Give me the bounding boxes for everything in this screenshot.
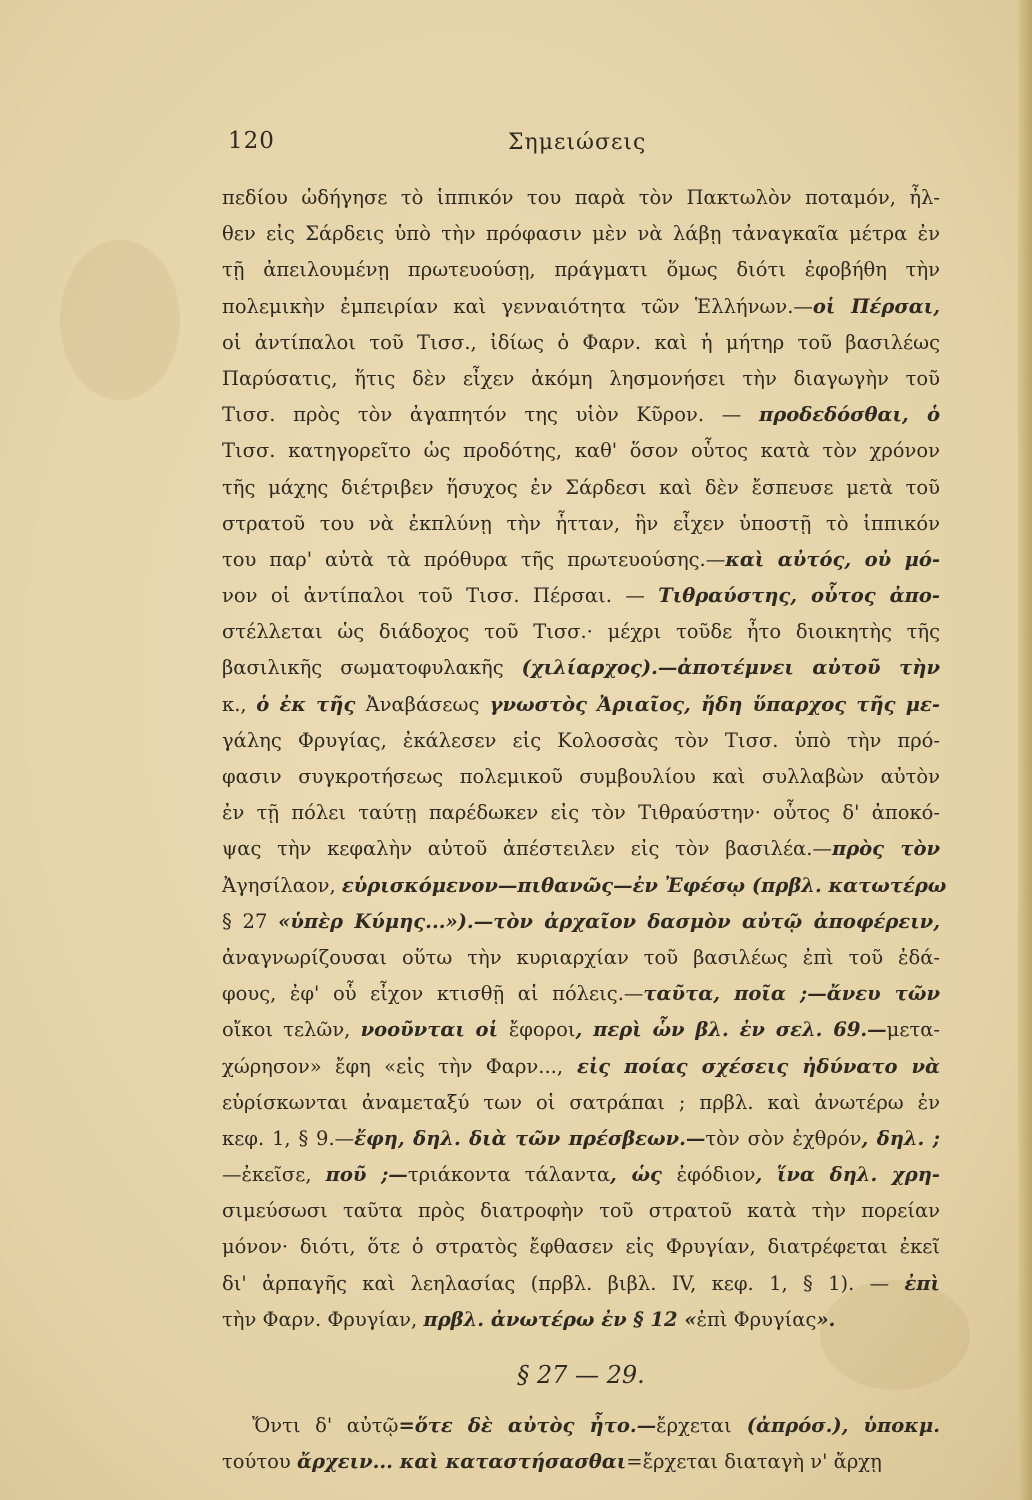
text-line [222, 723, 940, 759]
lemma-bold-italic: , ὡς [610, 1163, 677, 1187]
text-line [222, 1193, 940, 1229]
text-plain: Ἀναβάσεως [365, 692, 480, 716]
paragraph-notes [222, 180, 947, 1338]
page-body [222, 180, 947, 1480]
text-plain: ψας τὴν κεφαλὴν αὐτοῦ ἀπέστειλεν εἰς τὸν βασιλέα.— [222, 837, 832, 861]
text-line [222, 252, 940, 288]
lemma-bold-italic: γνωστὸς Ἀριαῖος, ἤδη ὕπαρχος τῆς με- [479, 692, 940, 716]
text-plain: μόνον· διότι, ὅτε ὁ στρατὸς ἔφθασεν εἰς Φρυγίαν, διατρέφεται ἐκεῖ [222, 1235, 940, 1259]
text-line [222, 1302, 940, 1338]
running-head: Σημειώσεις [508, 130, 647, 155]
text-plain: —ἐκεῖσε, [222, 1163, 326, 1187]
text-line [222, 940, 940, 976]
text-line [222, 397, 940, 433]
lemma-bold-italic: εἰς ποίας σχέσεις ἠδύνατο νὰ [563, 1054, 940, 1078]
text-plain: σιμεύσωσι ταῦτα πρὸς διατροφὴν τοῦ στρατοῦ κατὰ τὴν πορείαν [222, 1199, 940, 1223]
lemma-bold-italic: καὶ αὐτός, οὐ μό- [725, 547, 940, 571]
page-number: 120 [228, 128, 275, 154]
text-line [222, 614, 940, 650]
paragraph-notes-continued [222, 1408, 940, 1480]
text-line [222, 578, 940, 614]
text-line [222, 904, 940, 940]
text-plain: Ὄντι δ' αὐτῷ [252, 1414, 399, 1437]
text-line [222, 433, 940, 469]
page-header [0, 128, 1032, 168]
lemma-bold-italic: ἐπὶ [904, 1271, 940, 1295]
text-plain: τῆς μάχης διέτριβεν ἥσυχος ἐν Σάρδεσι καὶ δὲν ἔσπευσε μετὰ τοῦ [222, 475, 940, 499]
text-plain: τὸν σὸν ἐχθρόν [705, 1126, 862, 1150]
text-plain: Τισσ. πρὸς τὸν ἀγαπητόν της υἱὸν Κῦρον. — [222, 403, 759, 427]
lemma-bold-italic: , περὶ ὧν βλ. ἐν σελ. 69.— [575, 1018, 887, 1042]
section-heading: § 27 — 29. [517, 1361, 645, 1389]
text-plain: τῇ ἀπειλουμένῃ πρωτευούσῃ, πράγματι ὅμως διότι ἐφοβήθη τὴν [222, 258, 940, 282]
lemma-bold-italic: Τιθραύστης, οὗτος ἀπο- [658, 584, 940, 608]
text-plain: χώρησον» ἔφη «εἰς τὴν Φαρν..., [222, 1054, 564, 1078]
text-line [222, 650, 940, 686]
text-plain: ἀναγνωρίζουσαι οὕτω τὴν κυριαρχίαν τοῦ βασιλέως ἐπὶ τοῦ ἐδά- [222, 945, 940, 969]
text-plain: του παρ' αὐτὰ τὰ πρόθυρα τῆς πρωτευούσης.— [222, 547, 726, 571]
lemma-bold-italic: προδεδόσθαι, ὁ [758, 403, 941, 427]
text-line [222, 1408, 940, 1444]
paper-stain [60, 240, 180, 400]
text-plain: εὑρίσκωνται ἀναμεταξύ των οἱ σατράπαι ; πρβλ. καὶ ἀνωτέρω ἐν [222, 1090, 940, 1114]
lemma-bold-italic: ὁ ἐκ τῆς [256, 692, 366, 716]
text-plain: γάλης Φρυγίας, ἐκάλεσεν εἰς Κολοσσὰς τὸν Τισσ. ὑπὸ τὴν πρό- [222, 728, 940, 752]
text-line [222, 216, 940, 252]
text-line [222, 470, 940, 506]
text-line [222, 289, 940, 325]
text-line [222, 868, 947, 904]
text-line [222, 325, 940, 361]
text-line [222, 687, 940, 723]
text-line [222, 831, 940, 867]
text-plain: ἔρχεται [656, 1414, 732, 1437]
text-line [222, 361, 940, 397]
text-plain: πεδίου ὡδήγησε τὸ ἱππικόν του παρὰ τὸν Πακτωλὸν ποταμόν, ἦλ- [222, 186, 940, 209]
text-plain: στρατοῦ του νὰ ἐκπλύνῃ τὴν ἧτταν, ἣν εἶχεν ὑποστῇ τὸ ἱππικόν [222, 511, 940, 535]
lemma-bold-italic: ». [816, 1307, 836, 1331]
text-line [222, 1266, 940, 1302]
text-line [222, 180, 940, 216]
text-plain: Παρύσατις, ἥτις δὲν εἶχεν ἀκόμη λησμονήσει τὴν διαγωγὴν τοῦ [222, 366, 940, 390]
text-line [222, 1157, 940, 1193]
lemma-bold-italic: νοοῦνται οἱ [360, 1018, 509, 1042]
lemma-bold-italic: ταῦτα, ποῖα ;—ἄνευ τῶν [643, 982, 941, 1006]
text-plain: θεν εἰς Σάρδεις ὑπὸ τὴν πρόφασιν μὲν νὰ λάβῃ τἀναγκαῖα μέτρα ἐν [222, 222, 940, 246]
text-plain: ἐφόδιον [676, 1163, 756, 1187]
text-line [222, 795, 940, 831]
text-plain: τούτου [222, 1450, 297, 1474]
lemma-bold-italic: ποῦ ;— [325, 1163, 408, 1187]
text-plain: ἐν τῇ πόλει ταύτῃ παρέδωκεν εἰς τὸν Τιθραύστην· οὗτος δ' ἀποκό- [222, 801, 940, 825]
text-plain: κ., [222, 692, 257, 716]
text-line [222, 506, 940, 542]
lemma-bold-italic: =ὅτε δὲ αὐτὸς ἦτο.— [398, 1414, 657, 1437]
text-line [222, 1085, 940, 1121]
lemma-bold-italic: , δηλ. ; [861, 1126, 940, 1150]
text-plain: στέλλεται ὡς διάδοχος τοῦ Τισσ.· μέχρι τοῦδε ἦτο διοικητὴς τῆς [222, 620, 940, 644]
lemma-bold-italic: εὑρισκόμενον—πιθανῶς—ἐν Ἐφέσῳ (πρβλ. κατωτέρω [341, 873, 947, 897]
text-line [222, 1444, 940, 1480]
text-plain: μετα- [886, 1018, 940, 1042]
text-plain: νον οἱ ἀντίπαλοι τοῦ Τισσ. Πέρσαι. — [222, 584, 659, 608]
text-plain: οἱ ἀντίπαλοι τοῦ Τισσ., ἰδίως ὁ Φαρν. καὶ ἡ μήτηρ τοῦ βασιλέως [222, 330, 940, 354]
text-line [222, 542, 940, 578]
text-plain: φους, ἐφ' οὗ εἶχον κτισθῇ αἱ πόλεις.— [222, 982, 644, 1006]
lemma-bold-italic: , ἵνα δηλ. χρη- [755, 1163, 941, 1187]
text-plain: =ἔρχεται διαταγὴ ν' ἄρχῃ [626, 1450, 882, 1474]
text-plain: § 27 [222, 909, 279, 933]
text-line [222, 1229, 940, 1265]
text-line [222, 759, 940, 795]
text-plain: τριάκοντα τάλαντα [407, 1163, 611, 1187]
lemma-bold-italic: πρὸς τὸν [831, 837, 940, 861]
page-spine-edge [1018, 0, 1032, 1500]
text-plain: κεφ. 1, § 9.— [222, 1126, 355, 1150]
text-line [222, 1121, 940, 1157]
lemma-bold-italic: πρβλ. ἀνωτέρω ἐν § 12 « [423, 1307, 697, 1331]
text-plain: ἔφοροι [508, 1018, 576, 1042]
lemma-bold-italic: ἔφη, δηλ. διὰ τῶν πρέσβεων.— [354, 1126, 706, 1150]
text-plain: φασιν συγκροτήσεως πολεμικοῦ συμβουλίου καὶ συλλαβὼν αὐτὸν [222, 765, 940, 788]
text-plain: οἴκοι τελῶν, [222, 1018, 361, 1042]
lemma-bold-italic: «ὑπὲρ Κύμης...»).—τὸν ἀρχαῖον δασμὸν αὐτῷ ἀποφέρειν, [278, 909, 940, 933]
text-plain: ἐπὶ Φρυγίας [696, 1307, 817, 1331]
text-plain: τὴν Φαρν. Φρυγίαν, [222, 1307, 424, 1331]
lemma-bold-italic: οἱ Πέρσαι, [812, 294, 940, 318]
lemma-bold-italic: ἄρχειν... καὶ καταστήσασθαι [296, 1450, 627, 1474]
text-plain: Ἀγησίλαον, [222, 873, 342, 897]
text-plain: δι' ἁρπαγῆς καὶ λεηλασίας (πρβλ. βιβλ. IV, κεφ. 1, § 1). — [222, 1271, 905, 1295]
text-line [222, 1012, 940, 1048]
text-line [222, 1049, 940, 1085]
lemma-bold-italic: (χιλίαρχος).—ἀποτέμνει αὐτοῦ τὴν [521, 656, 940, 680]
lemma-bold-italic: (ἀπρόσ.), ὑποκμ. [731, 1414, 940, 1437]
text-plain: βασιλικῆς σωματοφυλακῆς [222, 656, 522, 680]
text-line [222, 976, 940, 1012]
text-plain: Τισσ. κατηγορεῖτο ὡς προδότης, καθ' ὅσον οὗτος κατὰ τὸν χρόνον [222, 439, 940, 463]
text-plain: πολεμικὴν ἐμπειρίαν καὶ γενναιότητα τῶν Ἑλλήνων.— [222, 294, 813, 318]
